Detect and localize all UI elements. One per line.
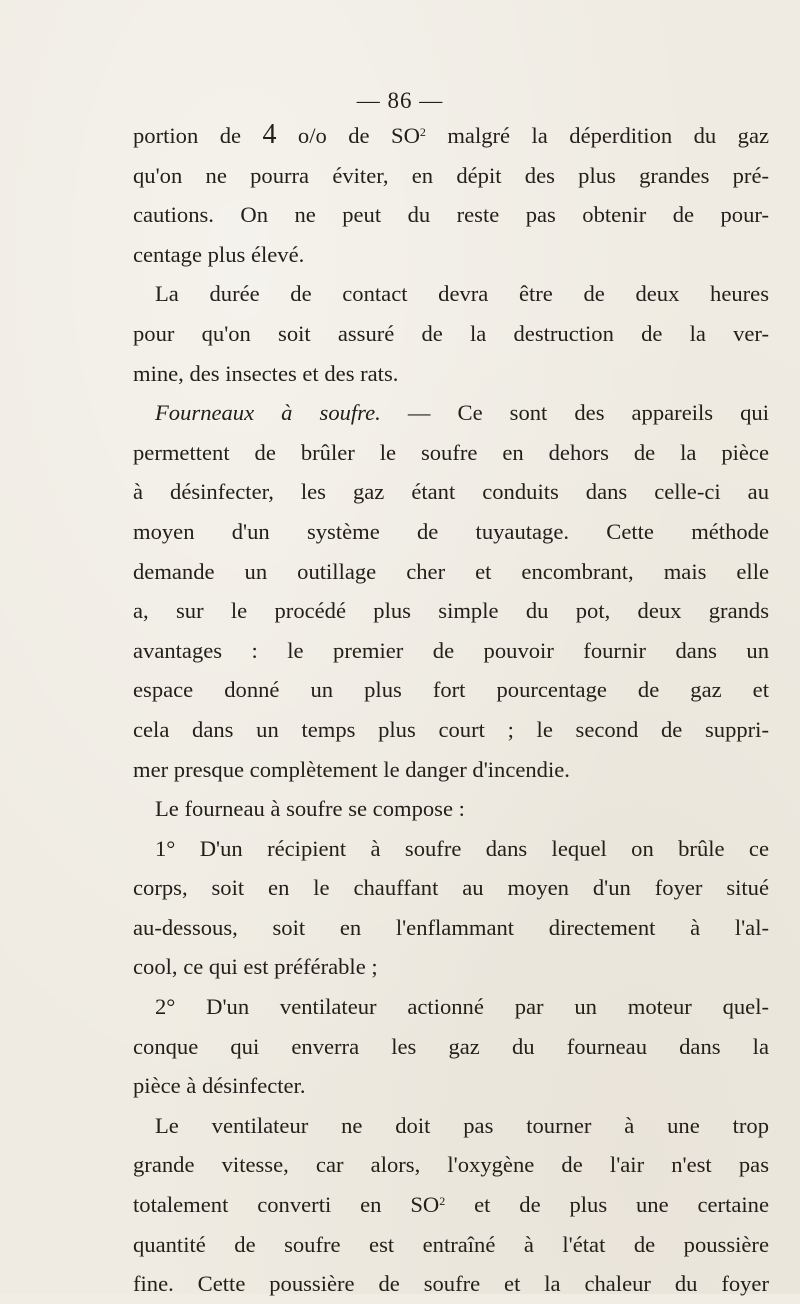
text-line: grande vitesse, car alors, l'oxygène de l'air n'est pas bbox=[133, 1152, 769, 1178]
superscript: 2 bbox=[439, 1194, 446, 1209]
superscript: 2 bbox=[419, 125, 426, 139]
text-line: pour qu'on soit assuré de la destruction de la ver- bbox=[133, 320, 769, 346]
text-line: moyen d'un système de tuyautage. Cette méthode bbox=[133, 518, 769, 544]
page-number: — 86 — bbox=[356, 88, 444, 113]
text-line: cool, ce qui est préférable ; bbox=[133, 954, 378, 980]
text-line: quantité de soufre est entraîné à l'état de poussière bbox=[133, 1231, 769, 1257]
text-line: Fourneaux à soufre. — Ce sont des appareils qui bbox=[155, 400, 769, 426]
text-line: mine, des insectes et des rats. bbox=[133, 360, 399, 386]
text-line: 1° D'un récipient à soufre dans lequel on brûle ce bbox=[155, 835, 769, 861]
text-line: 2° D'un ventilateur actionné par un moteur quel- bbox=[155, 994, 769, 1020]
text-line: mer presque complètement le danger d'incendie. bbox=[133, 756, 570, 782]
text-line: corps, soit en le chauffant au moyen d'un foyer situé bbox=[133, 875, 769, 901]
text-line: centage plus élevé. bbox=[133, 241, 305, 267]
text-line: Le fourneau à soufre se compose : bbox=[155, 796, 465, 822]
text-line: pièce à désinfecter. bbox=[133, 1073, 306, 1099]
text-line: a, sur le procédé plus simple du pot, deux grands bbox=[133, 598, 769, 624]
percentage-number: 4 bbox=[262, 119, 277, 150]
body-text bbox=[133, 116, 769, 1304]
text-line: totalement converti en $SO^2$ et de plus une certaine bbox=[133, 1192, 769, 1218]
text-line: à désinfecter, les gaz étant conduits dans celle-ci au bbox=[133, 479, 769, 505]
text-line: conque qui enverra les gaz du fourneau dans la bbox=[133, 1033, 769, 1059]
text-line: demande un outillage cher et encombrant, mais elle bbox=[133, 558, 769, 584]
text-line: qu'on ne pourra éviter, en dépit des plus grandes pré- bbox=[133, 162, 769, 188]
text-line: cela dans un temps plus court ; le second de suppri- bbox=[133, 716, 769, 742]
text-line: fine. Cette poussière de soufre et la chaleur du foyer bbox=[133, 1271, 769, 1297]
text-line: espace donné un plus fort pourcentage de gaz et bbox=[133, 677, 769, 703]
text-line: La durée de contact devra être de deux heures bbox=[155, 281, 769, 307]
text-line: au-dessous, soit en l'enflammant directement à l'al- bbox=[133, 914, 769, 940]
text-line: cautions. On ne peut du reste pas obtenir de pour- bbox=[133, 202, 769, 228]
text-line: avantages : le premier de pouvoir fournir dans un bbox=[133, 637, 769, 663]
section-heading: Fourneaux à soufre. bbox=[155, 400, 381, 426]
text-line: Le ventilateur ne doit pas tourner à une trop bbox=[155, 1112, 769, 1138]
text-line: permettent de brûler le soufre en dehors de la pièce bbox=[133, 439, 769, 465]
text-line: portion de 4 o/o de $SO^2$ malgré la déperdition du gaz bbox=[133, 119, 770, 150]
